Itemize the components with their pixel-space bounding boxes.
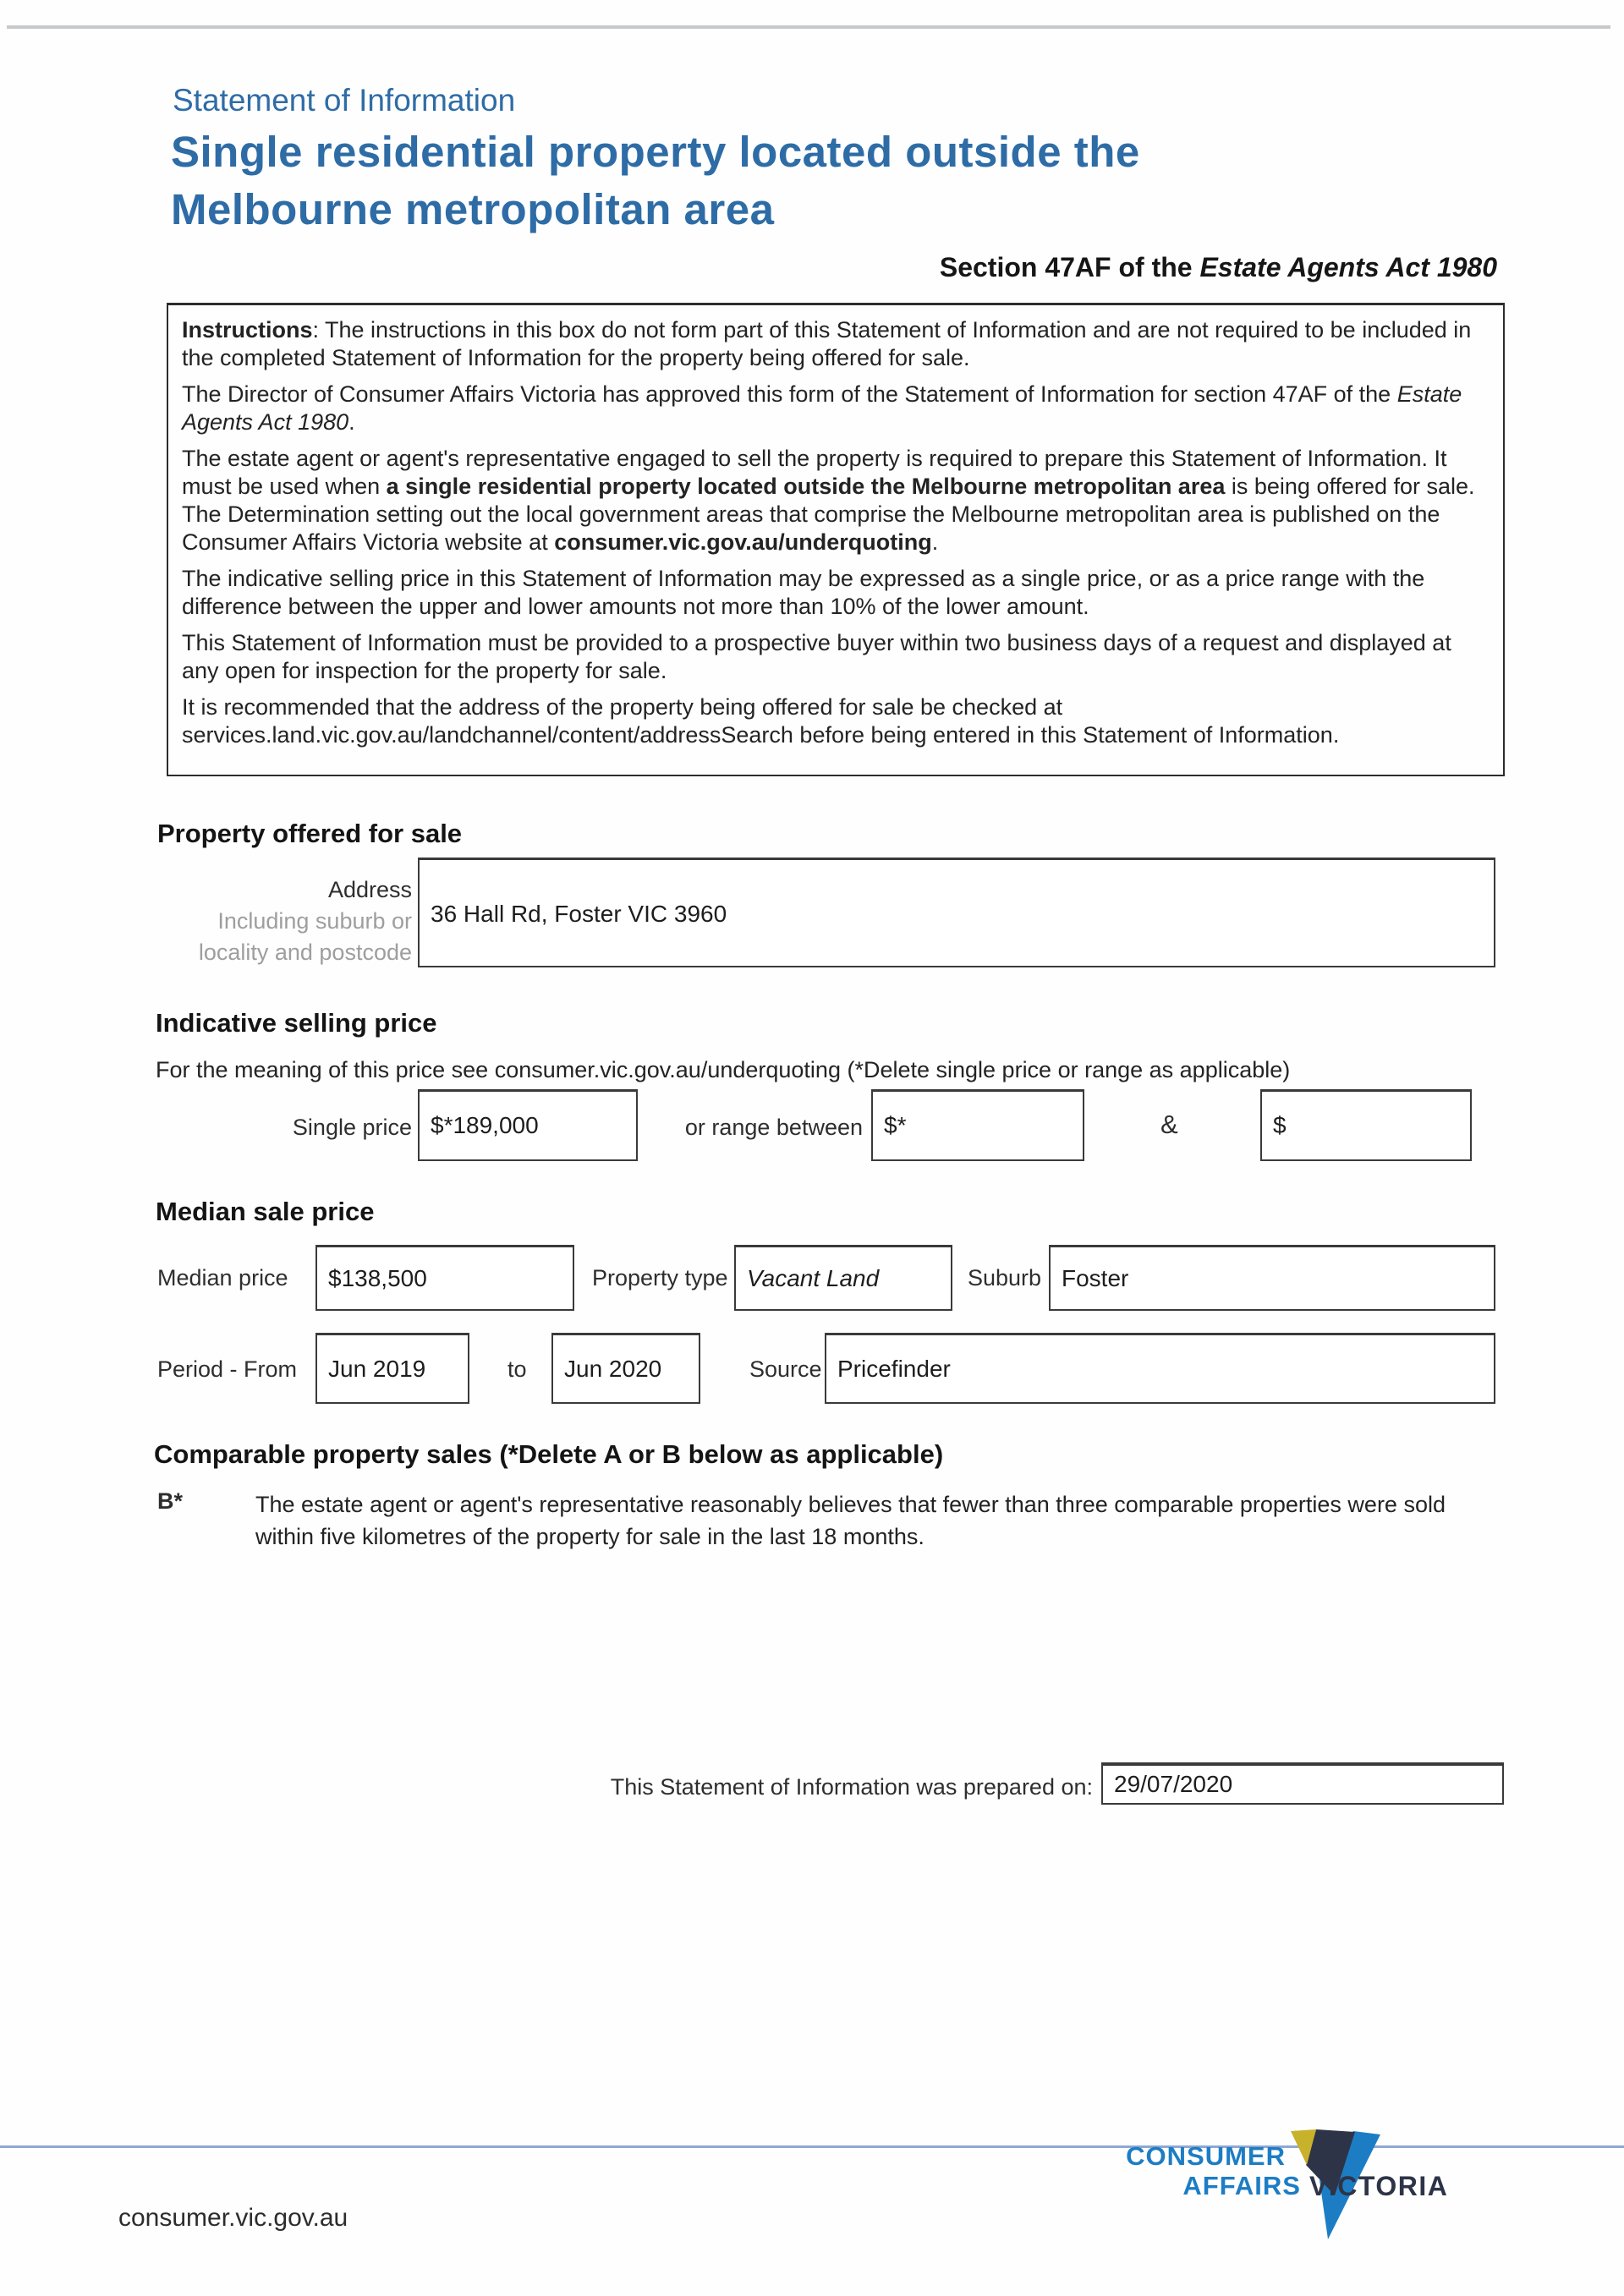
prepared-on-field[interactable] bbox=[1101, 1762, 1504, 1805]
single-price-value: $*189,000 bbox=[431, 1112, 539, 1138]
suburb-label: Suburb bbox=[968, 1265, 1042, 1290]
range-high-field[interactable] bbox=[1260, 1089, 1472, 1161]
cav-logo-consumer-text: CONSUMER bbox=[1126, 2141, 1286, 2171]
single-price-label: Single price bbox=[292, 1115, 412, 1140]
median-price-label: Median price bbox=[157, 1265, 288, 1290]
cav-logo-victoria-text: VICTORIA bbox=[1309, 2171, 1449, 2201]
to-label: to bbox=[508, 1356, 527, 1382]
period-to-value: Jun 2020 bbox=[564, 1355, 662, 1382]
range-between-label: or range between bbox=[684, 1115, 863, 1140]
property-type-label: Property type bbox=[592, 1265, 728, 1290]
prepared-on-label: This Statement of Information was prepared on: bbox=[610, 1774, 1093, 1800]
property-type-value: Vacant Land bbox=[747, 1264, 880, 1291]
indicative-price-heading: Indicative selling price bbox=[156, 1008, 437, 1038]
address-sublabel-2: locality and postcode bbox=[198, 940, 412, 965]
median-price-value: $138,500 bbox=[328, 1264, 427, 1291]
range-high-value: $ bbox=[1273, 1112, 1287, 1138]
instruction-paragraph: It is recommended that the address of the property being offered for sale be checked at services.land.vic.gov.au/landchannel/content/addressSearch before being entered in this Statement of Information. bbox=[182, 694, 1340, 748]
instruction-paragraph: The Director of Consumer Affairs Victoria has approved this form of the Statement of Information for section 47AF of the Estate Agents Act 1980. bbox=[182, 381, 1462, 435]
ampersand-label: & bbox=[1160, 1110, 1178, 1139]
scan-artifact-line bbox=[7, 25, 1610, 29]
address-value: 36 Hall Rd, Foster VIC 3960 bbox=[431, 901, 727, 927]
doc-eyebrow: Statement of Information bbox=[173, 83, 516, 118]
comparable-sales-heading: Comparable property sales (*Delete A or B below as applicable) bbox=[154, 1439, 944, 1469]
instruction-paragraph: The indicative selling price in this Statement of Information may be expressed as a single price, or as a price range with the difference between the upper and lower amounts not more than 10% of the lower amount. bbox=[182, 566, 1425, 619]
suburb-value: Foster bbox=[1062, 1264, 1129, 1291]
address-label: Address bbox=[327, 877, 412, 902]
instruction-paragraph: The estate agent or agent's representative engaged to sell the property is required to prepare this Statement of Information. It must be used when a single residential property located outside the Melbourne metropolitan area is being offered for sale. The Determination setting out the local government areas that comprise the Melbourne metropolitan area is published on the Consumer Affairs Victoria website at consumer.vic.gov.au/underquoting. bbox=[182, 446, 1475, 555]
section-47af-heading: Section 47AF of the Estate Agents Act 1980 bbox=[939, 252, 1497, 282]
period-from-value: Jun 2019 bbox=[328, 1355, 426, 1382]
instructions-box bbox=[167, 303, 1505, 776]
period-from-label: Period - From bbox=[157, 1356, 298, 1382]
property-type-field[interactable] bbox=[734, 1245, 952, 1311]
single-price-field[interactable] bbox=[418, 1089, 638, 1161]
doc-title-line2: Melbourne metropolitan area bbox=[171, 185, 775, 233]
period-from-field[interactable] bbox=[315, 1333, 469, 1404]
source-value: Pricefinder bbox=[837, 1355, 951, 1382]
instruction-paragraph: Instructions: The instructions in this box do not form part of this Statement of Information and are not required to be included in the completed Statement of Information for the property being offered for sale. bbox=[182, 317, 1472, 370]
footer-divider bbox=[0, 2145, 1624, 2148]
cav-logo-affairs-text: AFFAIRS bbox=[1182, 2171, 1301, 2200]
indicative-price-note: For the meaning of this price see consumer.vic.gov.au/underquoting (*Delete single price or range as applicable) bbox=[156, 1057, 1291, 1082]
property-offered-heading: Property offered for sale bbox=[157, 819, 463, 848]
source-label: Source bbox=[749, 1356, 822, 1382]
doc-title-line1: Single residential property located outside the bbox=[171, 128, 1140, 176]
median-sale-heading: Median sale price bbox=[156, 1197, 375, 1226]
address-label-block bbox=[127, 874, 412, 968]
suburb-field[interactable] bbox=[1049, 1245, 1495, 1311]
address-sublabel-1: Including suburb or bbox=[217, 908, 412, 934]
option-b-text: The estate agent or agent's representative reasonably believes that fewer than three comparable properties were sold within five kilometres of the property for sale in the last 18 months. bbox=[255, 1492, 1446, 1549]
range-low-value: $* bbox=[884, 1112, 907, 1138]
prepared-on-value: 29/07/2020 bbox=[1114, 1771, 1233, 1797]
source-field[interactable] bbox=[825, 1333, 1495, 1404]
option-b-label: B* bbox=[157, 1488, 184, 1514]
range-low-field[interactable] bbox=[871, 1089, 1084, 1161]
footer-url: consumer.vic.gov.au bbox=[118, 2204, 348, 2232]
instruction-paragraph: This Statement of Information must be provided to a prospective buyer within two business days of a request and displayed at any open for inspection for the property for sale. bbox=[182, 630, 1451, 683]
period-to-field[interactable] bbox=[551, 1333, 700, 1404]
median-price-field[interactable] bbox=[315, 1245, 574, 1311]
address-field[interactable] bbox=[418, 858, 1495, 967]
